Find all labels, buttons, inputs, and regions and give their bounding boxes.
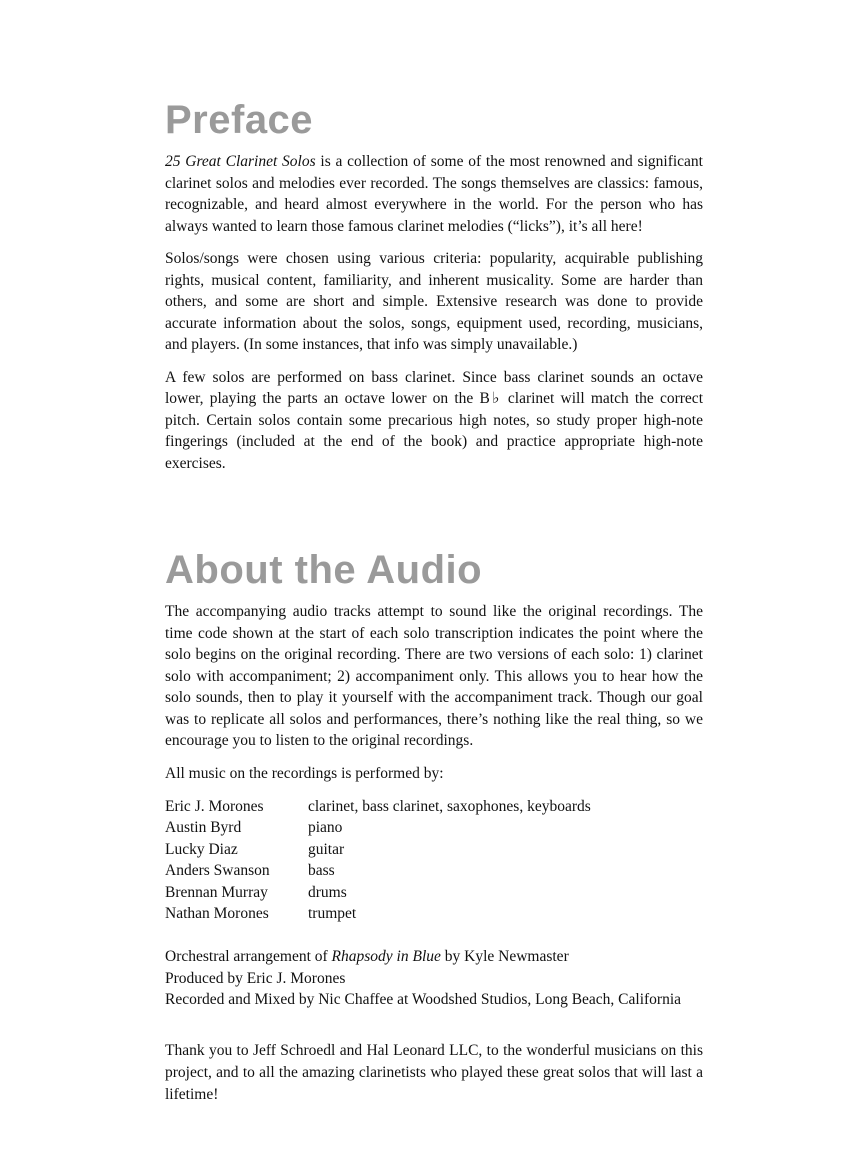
- rhapsody-title-italic: Rhapsody in Blue: [331, 948, 441, 966]
- performer-name: Nathan Morones: [165, 905, 269, 923]
- performer-instruments: piano: [308, 819, 343, 837]
- performer-row: [165, 860, 703, 881]
- performer-row: [165, 817, 703, 838]
- preface-paragraph-3: A few solos are performed on bass clarinet. Since bass clarinet sounds an octave lower, playing the parts an octave lower on the B♭ clarinet will match the correct pitch. Certain solos contain some precarious high notes, so study proper high-note fingerings (included at the end of the book) and practice appropriate high-note exercises.: [165, 368, 703, 472]
- credit-arrangement-suffix: by Kyle Newmaster: [440, 948, 569, 966]
- performers-list: [165, 796, 703, 924]
- credit-arrangement-prefix: Orchestral arrangement of: [165, 948, 332, 966]
- performed-by-line: All music on the recordings is performed by:: [165, 764, 444, 782]
- credits-block: [165, 946, 703, 1011]
- performer-row: [165, 796, 703, 817]
- performer-name: Lucky Diaz: [165, 840, 238, 858]
- credit-produced: Produced by Eric J. Morones: [165, 969, 346, 987]
- performer-instruments: trumpet: [308, 905, 357, 923]
- performer-instruments: drums: [308, 883, 347, 901]
- performer-instruments: clarinet, bass clarinet, saxophones, keyboards: [308, 798, 591, 815]
- performer-name: Eric J. Morones: [165, 798, 264, 815]
- about-audio-section: [165, 548, 703, 1106]
- credit-arrangement: [165, 946, 703, 968]
- thanks-paragraph: Thank you to Jeff Schroedl and Hal Leonard LLC, to the wonderful musicians on this project, and to all the amazing clarinetists who played these great solos that will last a lifetime!: [165, 1041, 703, 1103]
- performer-instruments: bass: [308, 862, 335, 880]
- preface-paragraph-1-text: is a collection of some of the most renowned and significant clarinet solos and melodies ever recorded. The songs themselves are classics: famous, recognizable, and heard almost everywhere in the world. For the person who has always wanted to learn those famous clarinet melodies (“licks”), it’s all here!: [165, 153, 703, 235]
- preface-paragraph-2: Solos/songs were chosen using various criteria: popularity, acquirable publishing rights, musical content, familiarity, and inherent musicality. Some are harder than others, and some are short and simple. Extensive research was done to provide accurate information about the solos, songs, equipment used, recording, musicians, and players. (In some instances, that info was simply unavailable.): [165, 250, 703, 353]
- preface-title: Preface: [165, 98, 314, 142]
- preface-paragraph-1: [165, 151, 703, 237]
- performer-instruments: guitar: [308, 840, 345, 858]
- performer-name: Austin Byrd: [165, 819, 242, 837]
- performer-name: Anders Swanson: [165, 862, 270, 880]
- performer-row: [165, 903, 703, 924]
- performer-name: Brennan Murray: [165, 883, 268, 901]
- performer-row: [165, 839, 703, 860]
- book-title-italic: 25 Great Clarinet Solos: [165, 153, 316, 170]
- about-audio-title: About the Audio: [165, 548, 483, 592]
- preface-section: [165, 98, 703, 474]
- performer-row: [165, 882, 703, 903]
- credit-recorded: Recorded and Mixed by Nic Chaffee at Woodshed Studios, Long Beach, California: [165, 991, 682, 1009]
- about-audio-paragraph: The accompanying audio tracks attempt to sound like the original recordings. The time code shown at the start of each solo transcription indicates the point where the solo begins on the original recording. There are two versions of each solo: 1) clarinet solo with accompaniment; 2) accompaniment only. This allows you to hear how the solo sounds, then to play it yourself with the accompaniment track. Though our goal was to replicate all solos and performances, there’s nothing like the real thing, so we encourage you to listen to the original recordings.: [165, 603, 703, 749]
- page-content: [165, 0, 703, 1106]
